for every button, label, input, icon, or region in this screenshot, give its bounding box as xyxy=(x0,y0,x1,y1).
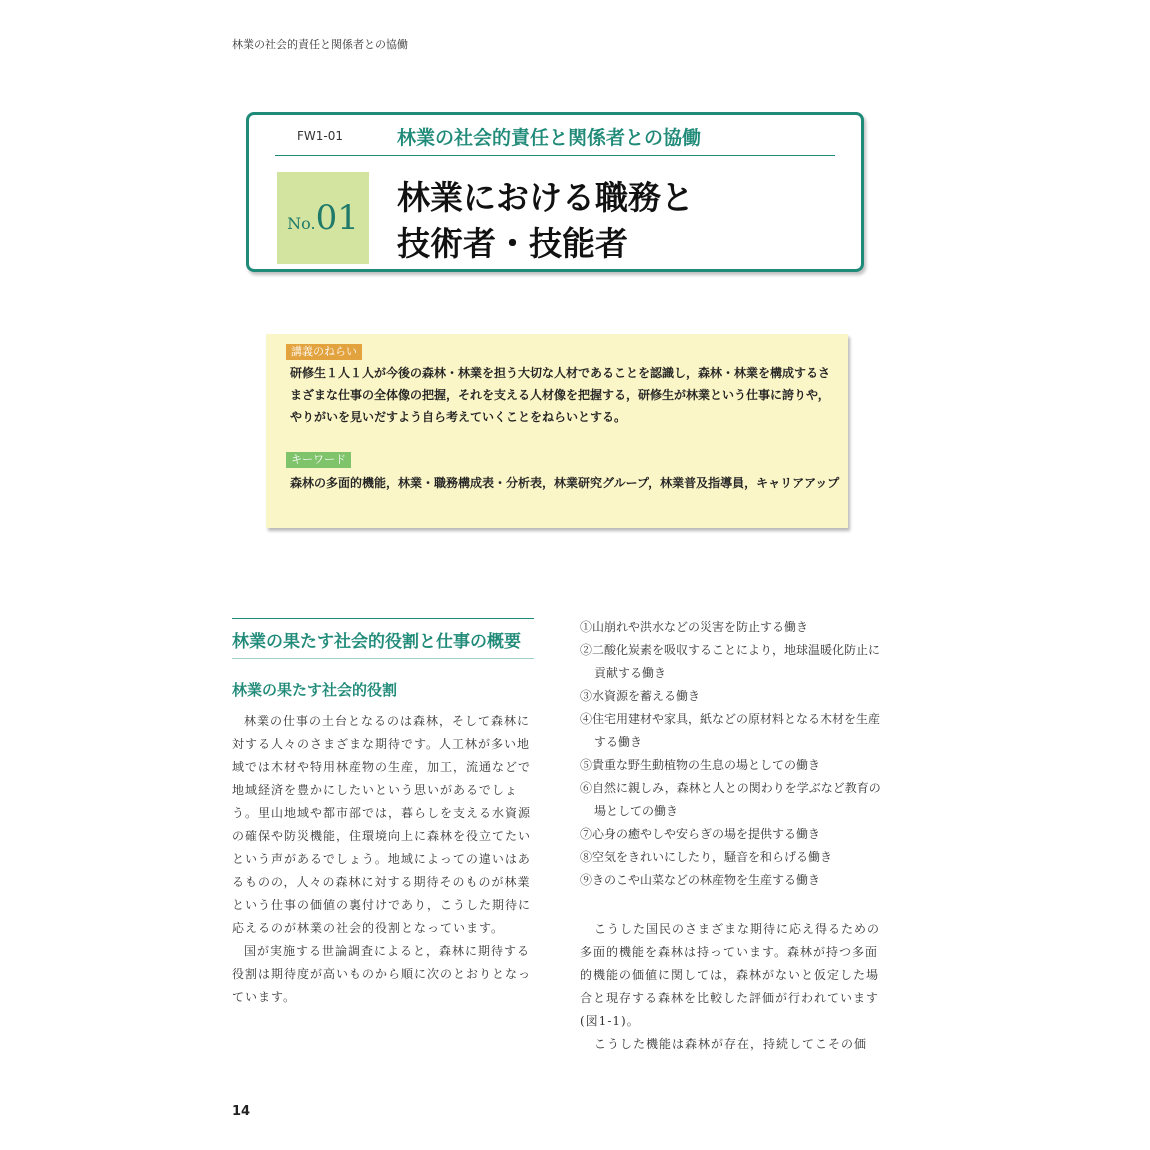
section-rule-bottom xyxy=(232,658,534,659)
list-item: ④住宅用建材や家具，紙などの原材料となる木材を生産する働き xyxy=(580,712,881,749)
page-title xyxy=(397,175,694,267)
list-item: ⑤貴重な野生動植物の生息の場としての働き xyxy=(580,758,821,772)
chapter-code: FW1-01 xyxy=(297,129,344,143)
running-head: 林業の社会的責任と関係者との協働 xyxy=(232,38,408,51)
list-item: ③水資源を蓄える働き xyxy=(580,689,701,703)
left-column xyxy=(232,618,534,1009)
right-paragraph-1: こうした国民のさまざまな期待に応え得るための多面的機能を森林は持っています。森林が持つ多面的機能の価値に関しては，森林がないと仮定した場合と現存する森林を比較した評価が行われています(図1-1)。 xyxy=(580,922,881,1028)
list-item: ⑨きのこや山菜などの林産物を生産する働き xyxy=(580,873,821,887)
right-paragraph-2: こうした機能は森林が存在，持続してこその価 xyxy=(594,1037,868,1051)
keyword-label: キーワード xyxy=(286,452,351,468)
aims-text: 研修生１人１人が今後の森林・林業を担う大切な人材であることを認識し，森林・林業を構成するさまざまな仕事の全体像の把握，それを支える人材像を把握する，研修生が林業という仕事に誇りや，やりがいを見いだすよう自ら考えていくことをねらいとする。 xyxy=(290,366,831,424)
number-value: 01 xyxy=(315,198,359,238)
section-heading: 林業の果たす社会的役割と仕事の概要 xyxy=(232,632,521,652)
number-prefix: No. xyxy=(287,213,316,233)
title-line-1: 林業における職務と xyxy=(397,178,694,217)
list-item: ⑥自然に親しみ，森林と人との関わりを学ぶなど教育の場としての働き xyxy=(580,781,881,818)
list-item: ⑧空気をきれいにしたり，騒音を和らげる働き xyxy=(580,850,833,864)
keyword-text: 森林の多面的機能，林業・職務構成表・分析表，林業研究グループ，林業普及指導員，キャリアアップ xyxy=(290,476,840,490)
list-item: ①山崩れや洪水などの災害を防止する働き xyxy=(580,620,809,634)
series-title: 林業の社会的責任と関係者との協働 xyxy=(397,127,702,149)
subsection-heading: 林業の果たす社会的役割 xyxy=(232,681,398,699)
title-line-2: 技術者・技能者 xyxy=(397,224,628,263)
left-paragraph-1: 林業の仕事の土台となるのは森林，そして森林に対する人々のさまざまな期待です。人工林が多い地域では木材や特用林産物の生産，加工，流通などで地域経済を豊かにしたいという思いがあるでしょう。里山地域や都市部では，暮らしを支える水資源の確保や防災機能，住環境向上に森林を役立てたいという声があるでしょう。地域によっての違いはあるものの，人々の森林に対する期待そのものが林業という仕事の価値の裏付けであり，こうした期待に応えるのが林業の社会的役割となっています。 xyxy=(232,714,532,935)
left-paragraph-2: 国が実施する世論調査によると，森林に期待する役割は期待度が高いものから順に次のとおりとなっています。 xyxy=(232,944,532,1004)
right-column xyxy=(580,616,885,1056)
title-box xyxy=(246,112,864,272)
expectation-list xyxy=(580,616,885,892)
title-divider xyxy=(275,155,835,156)
number-block xyxy=(277,172,369,264)
list-item: ⑦心身の癒やしや安らぎの場を提供する働き xyxy=(580,827,821,841)
list-item: ②二酸化炭素を吸収することにより，地球温暖化防止に貢献する働き xyxy=(580,643,881,680)
aims-label: 講義のねらい xyxy=(286,344,362,360)
page-number: 14 xyxy=(232,1104,251,1119)
aims-box xyxy=(266,334,848,528)
